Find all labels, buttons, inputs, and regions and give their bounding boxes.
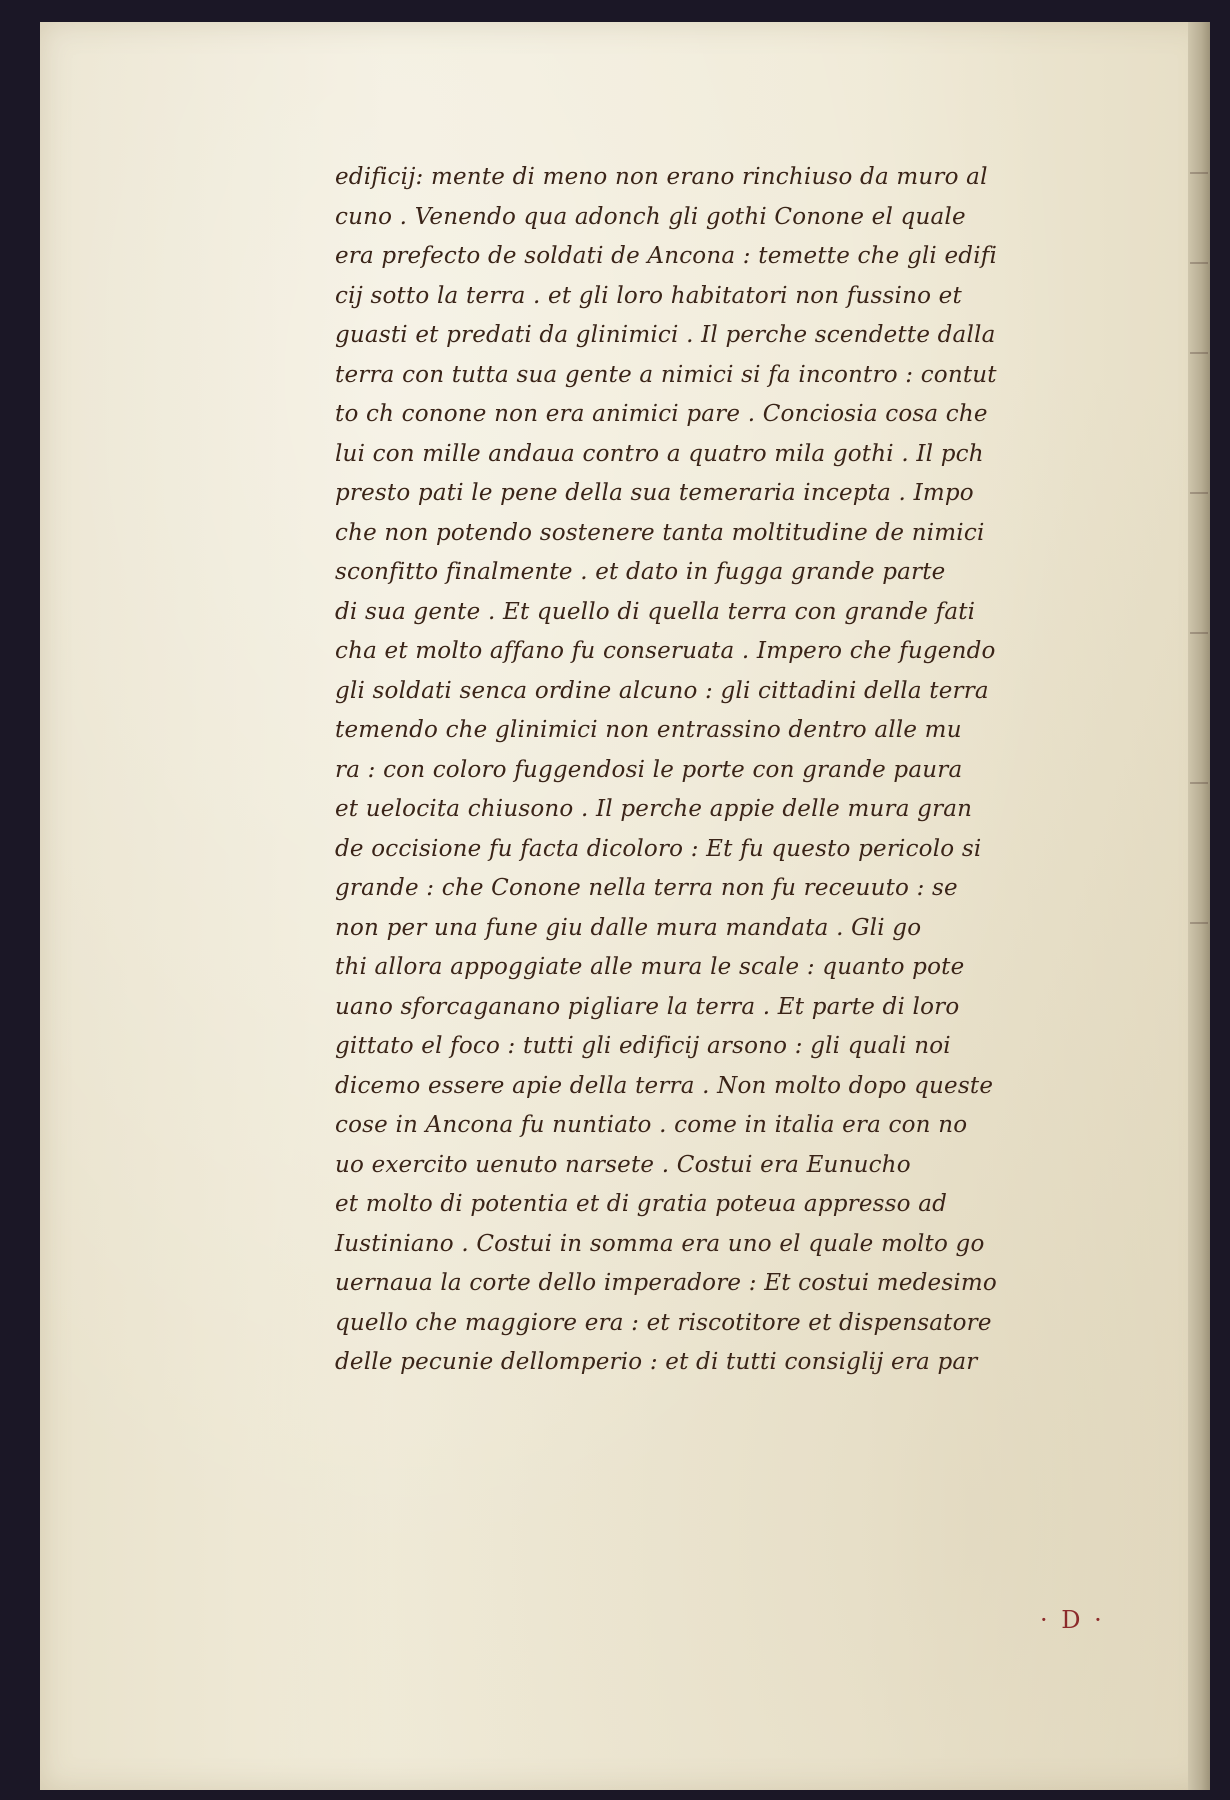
text-line: cose in Ancona fu nuntiato . come in italia era con no bbox=[335, 1112, 968, 1138]
show-through-mark bbox=[1190, 922, 1208, 936]
text-line: ra : con coloro fuggendosi le porte con grande paura bbox=[335, 756, 963, 783]
manuscript-text-block bbox=[335, 158, 1115, 1383]
text-line: cuno . Venendo qua adonch gli gothi Conone el quale bbox=[335, 203, 966, 230]
show-through-mark bbox=[1190, 172, 1208, 186]
text-line: to ch conone non era animici pare . Conciosia cosa che bbox=[335, 401, 988, 427]
text-line: terra con tutta sua gente a nimici si fa incontro : contut bbox=[335, 361, 997, 388]
show-through-mark bbox=[1190, 492, 1208, 506]
text-line: cha et molto affano fu conseruata . Impero che fugendo bbox=[335, 638, 996, 664]
text-line: quello che maggiore era : et riscotitore et dispensatore bbox=[335, 1309, 992, 1336]
text-line: di sua gente . Et quello di quella terra con grande fati bbox=[335, 598, 976, 625]
text-line: et uelocita chiusono . Il perche appie delle mura gran bbox=[335, 796, 973, 822]
text-line: era prefecto de soldati de Ancona : temette che gli edifi bbox=[335, 243, 998, 269]
show-through-mark bbox=[1190, 352, 1208, 366]
text-line: uo exercito uenuto narsete . Costui era Eunucho bbox=[335, 1151, 911, 1178]
text-line: uano sforcaganano pigliare la terra . Et parte di loro bbox=[335, 993, 960, 1020]
show-through-mark bbox=[1190, 782, 1208, 796]
text-line: non per una fune giu dalle mura mandata . Gli go bbox=[335, 914, 922, 941]
text-line: et molto di potentia et di gratia poteua appresso ad bbox=[335, 1191, 948, 1217]
text-line: uernaua la corte dello imperadore : Et costui medesimo bbox=[335, 1270, 997, 1296]
quire-signature-mark: · D · bbox=[1040, 1606, 1105, 1634]
text-line: lui con mille andaua contro a quatro mila gothi . Il pch bbox=[335, 440, 984, 467]
text-line: delle pecunie dellomperio : et di tutti consiglij era par bbox=[335, 1349, 978, 1375]
text-line: edificij: mente di meno non erano rinchiuso da muro al bbox=[335, 164, 988, 190]
text-line: cij sotto la terra . et gli loro habitatori non fussino et bbox=[335, 282, 962, 309]
text-line: grande : che Conone nella terra non fu receuuto : se bbox=[335, 875, 958, 901]
text-line: Iustiniano . Costui in somma era uno el quale molto go bbox=[335, 1230, 985, 1257]
page-fore-edge bbox=[1188, 22, 1210, 1790]
text-line: gittato el foco : tutti gli edificij arsono : gli quali noi bbox=[335, 1033, 951, 1059]
text-line: presto pati le pene della sua temeraria incepta . Impo bbox=[335, 480, 974, 506]
text-line: che non potendo sostenere tanta moltitudine de nimici bbox=[335, 519, 985, 546]
text-line: dicemo essere apie della terra . Non molto dopo queste bbox=[335, 1072, 994, 1099]
text-line: sconfitto finalmente . et dato in fugga grande parte bbox=[335, 559, 946, 585]
show-through-mark bbox=[1190, 262, 1208, 276]
text-line: gli soldati senca ordine alcuno : gli cittadini della terra bbox=[335, 677, 989, 704]
text-line: de occisione fu facta dicoloro : Et fu questo pericolo si bbox=[335, 835, 982, 862]
text-line: thi allora appoggiate alle mura le scale : quanto pote bbox=[335, 954, 965, 980]
text-line: guasti et predati da glinimici . Il perche scendette dalla bbox=[335, 322, 996, 348]
text-line: temendo che glinimici non entrassino dentro alle mu bbox=[335, 717, 962, 743]
show-through-mark bbox=[1190, 632, 1208, 646]
